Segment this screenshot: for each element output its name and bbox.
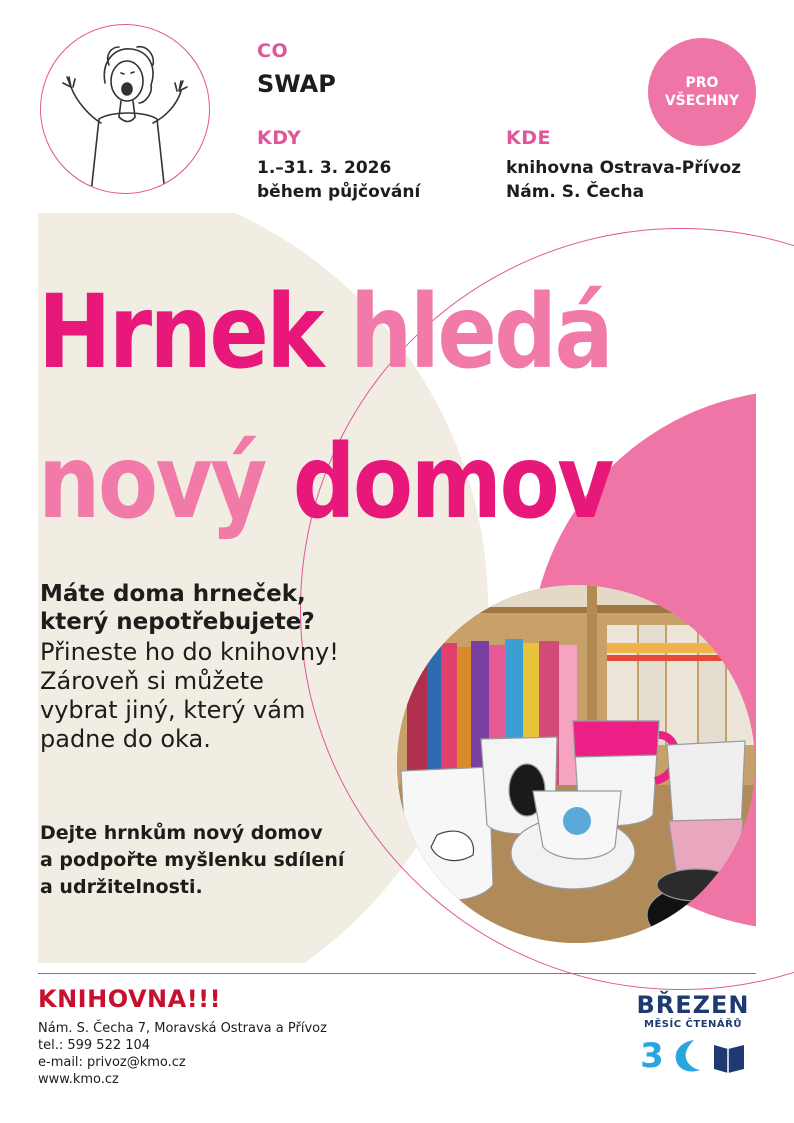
campaign-subtitle: MĚSÍC ČTENÁŘŮ bbox=[644, 1019, 742, 1030]
kdy-label: KDY bbox=[257, 127, 302, 149]
campaign-logo bbox=[630, 992, 756, 1074]
footer-tel: tel.: 599 522 104 bbox=[38, 1038, 151, 1053]
audience-badge bbox=[648, 38, 756, 146]
footer-web[interactable]: www.kmo.cz bbox=[38, 1072, 119, 1087]
co-value: SWAP bbox=[257, 70, 336, 98]
title-word-hrnek: Hrnek bbox=[38, 273, 323, 392]
kde-value bbox=[506, 156, 741, 204]
invitation-line4: padne do oka. bbox=[40, 725, 211, 753]
mugs-photo bbox=[397, 585, 755, 943]
title-line2 bbox=[38, 423, 612, 542]
library-logo: KNIHOVNA!!! bbox=[38, 985, 222, 1013]
title-line1 bbox=[38, 273, 612, 392]
badge-line2: VŠECHNY bbox=[664, 93, 740, 109]
closing-line2: a podpořte myšlenku sdílení bbox=[40, 849, 345, 871]
kde-label: KDE bbox=[506, 127, 551, 149]
moon-icon bbox=[672, 1038, 704, 1074]
title-word-novy: nový bbox=[38, 423, 265, 542]
question-text bbox=[40, 580, 420, 636]
kdy-value bbox=[257, 156, 420, 204]
footer-address: Nám. S. Čecha 7, Moravská Ostrava a Přívoz bbox=[38, 1021, 327, 1036]
excited-person-icon bbox=[41, 25, 209, 193]
title-word-domov: domov bbox=[292, 423, 612, 542]
closing-line3: a udržitelnosti. bbox=[40, 876, 203, 898]
question-line1: Máte doma hrneček, bbox=[40, 581, 306, 607]
closing-text bbox=[40, 820, 410, 901]
question-line2: který nepotřebujete? bbox=[40, 609, 315, 635]
footer-email[interactable]: e-mail: privoz@kmo.cz bbox=[38, 1055, 186, 1070]
mugs-on-shelf-image bbox=[397, 585, 755, 943]
kde-place: knihovna Ostrava-Přívoz bbox=[506, 158, 742, 178]
kdy-when: během půjčování bbox=[257, 182, 421, 202]
title-word-hleda: hledá bbox=[350, 273, 612, 392]
book-icon bbox=[712, 1039, 746, 1073]
invitation-line1: Přineste ho do knihovny! bbox=[40, 638, 339, 666]
campaign-number: 3 bbox=[640, 1036, 664, 1076]
invitation-text bbox=[40, 638, 400, 754]
badge-line1: PRO bbox=[685, 75, 719, 91]
campaign-title: BŘEZEN bbox=[636, 991, 750, 1019]
kde-address: Nám. S. Čecha bbox=[506, 182, 645, 202]
kdy-date: 1.–31. 3. 2026 bbox=[257, 158, 392, 178]
invitation-line3: vybrat jiný, který vám bbox=[40, 696, 306, 724]
closing-line1: Dejte hrnkům nový domov bbox=[40, 822, 323, 844]
illustration-portrait bbox=[40, 24, 210, 194]
invitation-line2: Zároveň si můžete bbox=[40, 667, 264, 695]
co-label: CO bbox=[257, 40, 289, 62]
footer-divider bbox=[38, 973, 756, 974]
